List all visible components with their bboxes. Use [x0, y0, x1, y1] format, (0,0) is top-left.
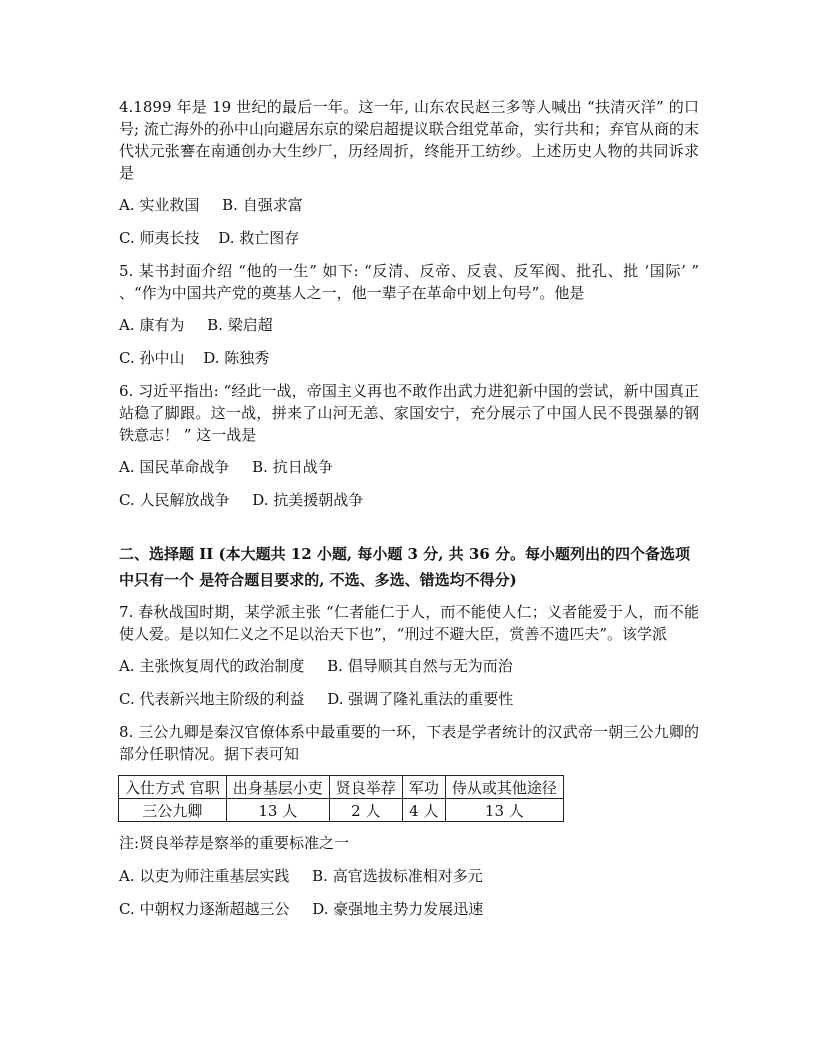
- question-7-option-b: B. 倡导顺其自然与无为而治: [327, 657, 513, 675]
- question-4-option-c: C. 师夷长技: [119, 229, 200, 247]
- table-cell: 三公九卿: [119, 799, 227, 822]
- question-6-options-row-2: [119, 489, 699, 511]
- question-8-option-d: D. 豪强地主势力发展迅速: [312, 900, 484, 918]
- question-7-option-a: A. 主张恢复周代的政治制度: [119, 657, 305, 675]
- question-5-option-a: A. 康有为: [119, 316, 185, 334]
- question-8-options-row-2: [119, 898, 699, 920]
- question-8-options-row-1: [119, 865, 699, 887]
- question-7-option-c: C. 代表新兴地主阶级的利益: [119, 690, 305, 708]
- question-6-text: 6. 习近平指出: “经此一战，帝国主义再也不敢作出武力进犯新中国的尝试，新中国真正站稳了脚跟。这一战，拼来了山河无恙、家国安宁，充分展示了中国人民不畏强暴的钢铁意志！ ” 这一战是: [119, 382, 699, 444]
- table-row: [119, 799, 564, 822]
- question-7-options-row-1: [119, 655, 699, 677]
- question-5-options-row-2: [119, 347, 699, 369]
- question-4-option-d: D. 救亡图存: [218, 229, 300, 247]
- table-cell: 4 人: [402, 799, 445, 822]
- table-cell: 13 人: [226, 799, 329, 822]
- question-6-option-a: A. 国民革命战争: [119, 458, 230, 476]
- question-4-option-a: A. 实业救国: [119, 196, 200, 214]
- table-cell: 2 人: [329, 799, 402, 822]
- table-header-cell: 军功: [402, 776, 445, 799]
- question-7-text: 7. 春秋战国时期，某学派主张 “仁者能仁于人，而不能使人仁；义者能爱于人，而不能使人爱。是以知仁义之不足以治天下也”，“刑过不避大臣，赏善不遗匹夫”。该学派: [119, 603, 699, 643]
- table-header-row: [119, 776, 564, 799]
- table-header-cell: 入仕方式 官职: [119, 776, 227, 799]
- table-cell: 13 人: [445, 799, 563, 822]
- table-header-cell: 出身基层小吏: [226, 776, 329, 799]
- table-note: 注:贤良举荐是察举的重要标准之一: [119, 834, 350, 852]
- question-4-options-row-2: [119, 227, 699, 249]
- question-8-text: 8. 三公九卿是秦汉官僚体系中最重要的一环，下表是学者统计的汉武帝一朝三公九卿的部分任职情况。据下表可知: [119, 723, 699, 763]
- question-6-option-b: B. 抗日战争: [252, 458, 333, 476]
- question-8-option-c: C. 中朝权力逐渐超越三公: [119, 900, 290, 918]
- question-6-option-c: C. 人民解放战争: [119, 491, 230, 509]
- table-header-cell: 侍从或其他途径: [445, 776, 563, 799]
- exam-content: [119, 96, 699, 931]
- question-5-option-c: C. 孙中山: [119, 349, 185, 367]
- question-5-text: 5. 某书封面介绍 “他的一生” 如下: “反清、反帝、反袁、反军阀、批孔、批 ‘国际’ ” 、“作为中国共产党的奠基人之一，他一辈子在革命中划上句号”。他是: [119, 262, 699, 302]
- officials-table: [118, 775, 564, 822]
- question-4-text: 4.1899 年是 19 世纪的最后一年。这一年, 山东农民赵三多等人喊出 “扶清灭洋” 的口号; 流亡海外的孙中山向避居东京的梁启超提议联合组党革命，实行共和；弃官从商的末代状元张謇在南通创办大生纱厂，历经周折，终能开工纺纱。上述历史人物的共同诉求是: [119, 98, 699, 182]
- question-6-options-row-1: [119, 456, 699, 478]
- table-header-cell: 贤良举荐: [329, 776, 402, 799]
- section-2-heading: 二、选择题 II (本大题共 12 小题, 每小题 3 分, 共 36 分。每小题列出的四个备选项中只有一个 是符合题目要求的, 不选、多选、错选均不得分): [119, 545, 690, 589]
- question-4-options-row-1: [119, 194, 699, 216]
- question-5-option-d: D. 陈独秀: [203, 349, 270, 367]
- question-7-option-d: D. 强调了隆礼重法的重要性: [327, 690, 514, 708]
- question-5-option-b: B. 梁启超: [207, 316, 273, 334]
- question-5-options-row-1: [119, 314, 699, 336]
- question-4-option-b: B. 自强求富: [222, 196, 303, 214]
- question-8-option-a: A. 以吏为师注重基层实践: [119, 867, 290, 885]
- question-8-option-b: B. 高官选拔标准相对多元: [312, 867, 483, 885]
- question-6-option-d: D. 抗美援朝战争: [252, 491, 364, 509]
- question-7-options-row-2: [119, 688, 699, 710]
